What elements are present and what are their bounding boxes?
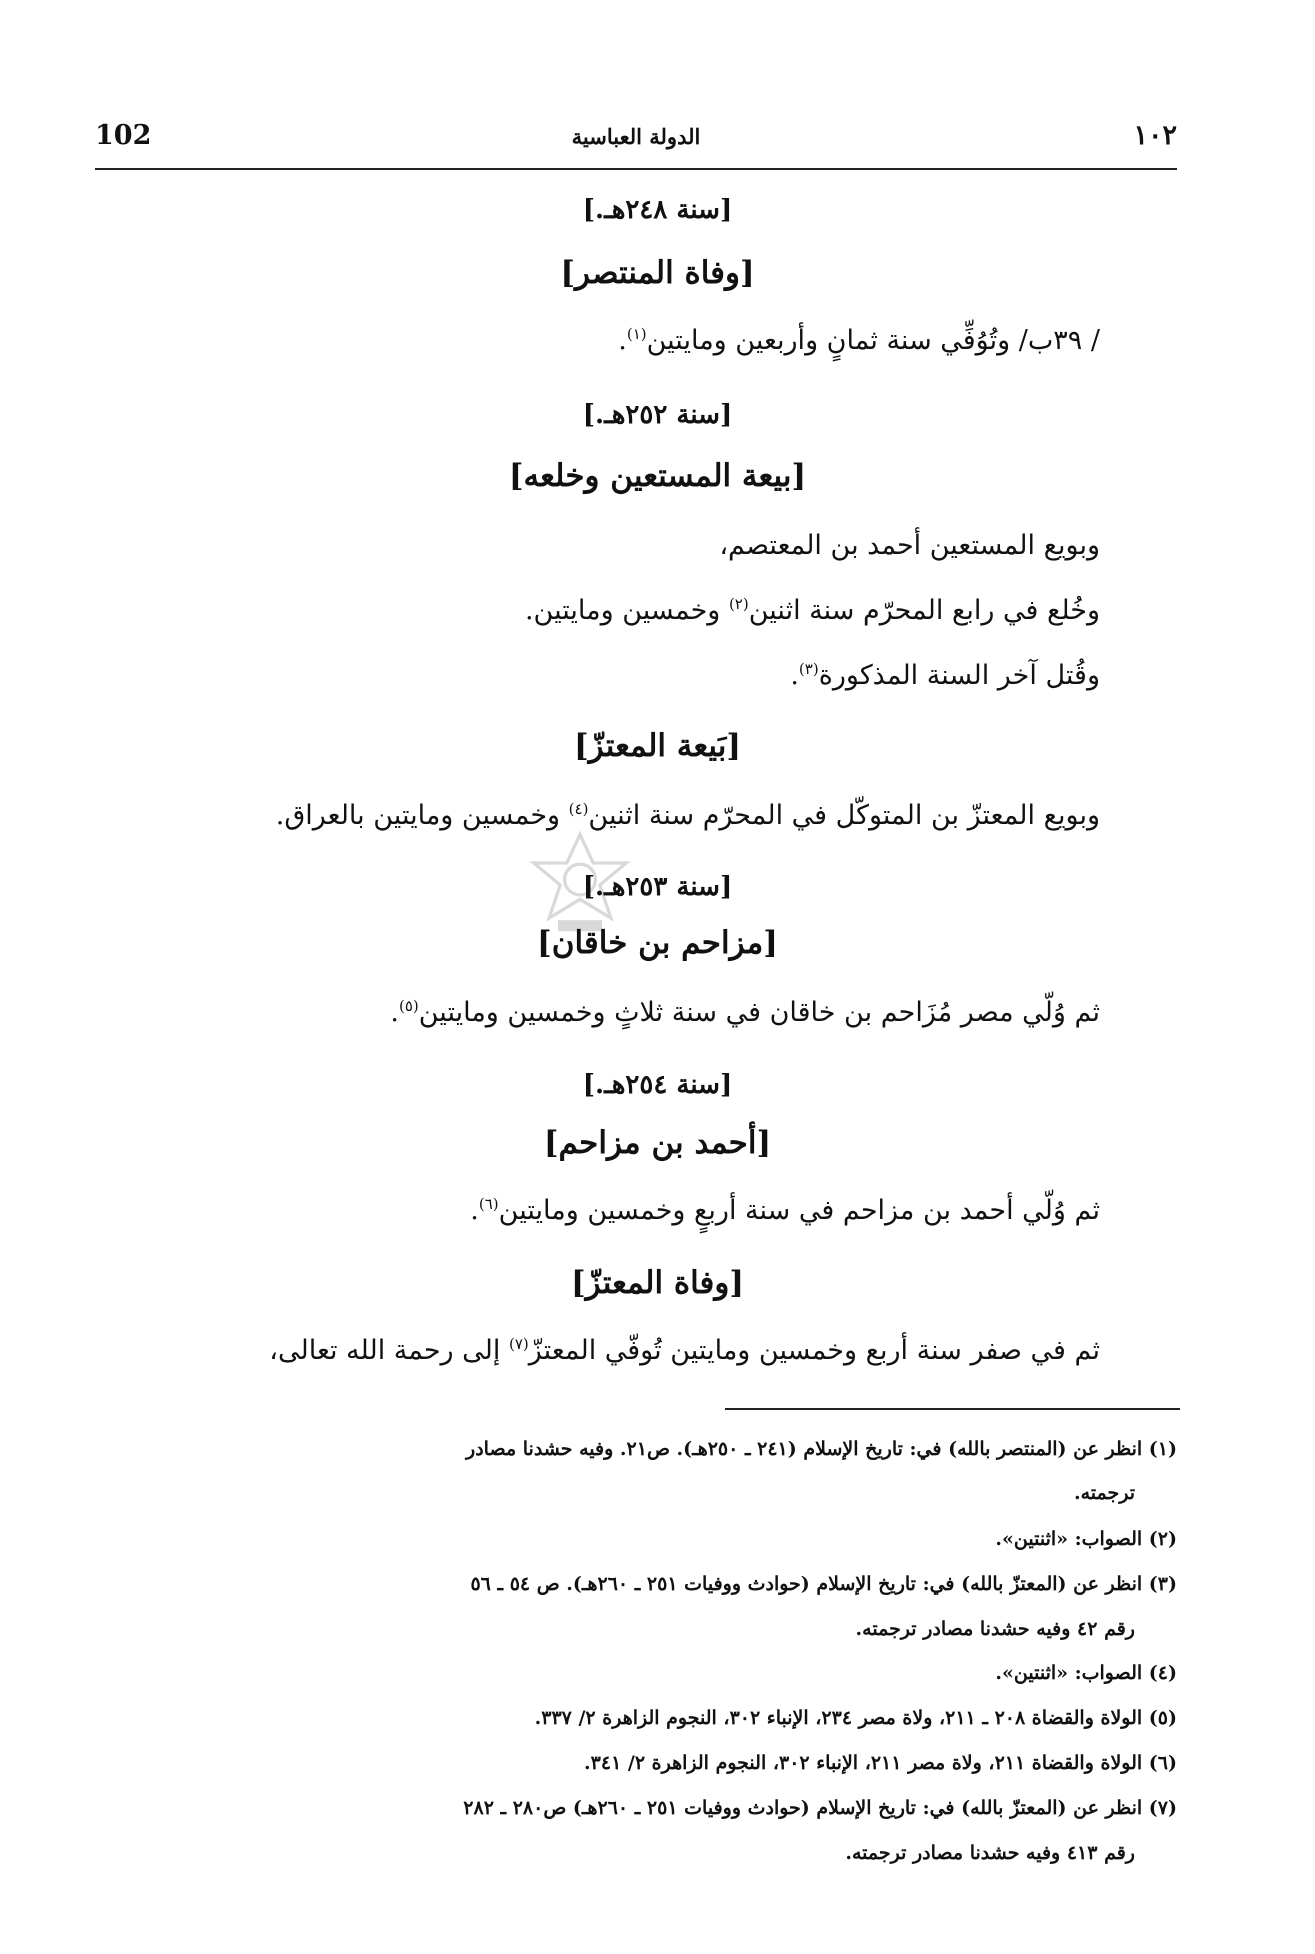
footnote-ref[interactable]: (٢)	[728, 595, 749, 613]
footnote: (٣) انظر عن (المعتزّ بالله) في: تاريخ الإسلام (حوادث ووفيات ٢٥١ ـ ٢٦٠هـ). ص ٥٤ ـ ٥٦	[470, 1573, 1177, 1595]
footnote-ref[interactable]: (٥)	[398, 997, 419, 1015]
footnote: (٢) الصواب: «اثنتين».	[995, 1528, 1177, 1550]
footnote-ref[interactable]: (٣)	[798, 660, 819, 678]
footnote-rule	[725, 1408, 1180, 1410]
page-header	[95, 120, 1177, 164]
footnote: (٧) انظر عن (المعتزّ بالله) في: تاريخ الإسلام (حوادث ووفيات ٢٥١ ـ ٢٦٠هـ) ص٢٨٠ ـ ٢٨٢	[463, 1797, 1177, 1819]
footnote-ref[interactable]: (٤)	[568, 800, 589, 818]
text-line: وبويع المستعين أحمد بن المعتصم،	[719, 530, 1100, 561]
text-line: ثم في صفر سنة أربع وخمسين ومايتين تُوفّي المعتزّ$^{(٧)}$ إلى رحمة الله تعالى،	[269, 1335, 1100, 1366]
page-number-latin: 102	[95, 120, 152, 151]
running-title: الدولة العباسية	[571, 124, 701, 149]
section-heading: [بيعة المستعين وخلعه]	[508, 458, 807, 494]
footnote-continuation: رقم ٤١٣ وفيه حشدنا مصادر ترجمته.	[845, 1842, 1135, 1864]
page-number-arabic: ١٠٢	[1133, 120, 1177, 151]
footnote-continuation: ترجمته.	[1073, 1482, 1135, 1504]
footnote: (٥) الولاة والقضاة ٢٠٨ ـ ٢١١، ولاة مصر ٢٣٤، الإنباء ٣٠٢، النجوم الزاهرة ٢/ ٣٣٧.	[534, 1707, 1177, 1729]
text-line: ثم وُلّي أحمد بن مزاحم في سنة أربعٍ وخمسين ومايتين$^{(٦)}$.	[470, 1195, 1100, 1226]
text-line: ثم وُلّي مصر مُزَاحم بن خاقان في سنة ثلاثٍ وخمسين ومايتين$^{(٥)}$.	[390, 997, 1100, 1028]
footnote-ref[interactable]: (٦)	[478, 1195, 499, 1213]
section-heading: [وفاة المعتزّ]	[571, 1265, 744, 1301]
section-heading: [أحمد بن مزاحم]	[543, 1125, 772, 1161]
footnote: (٦) الولاة والقضاة ٢١١، ولاة مصر ٢١١، الإنباء ٣٠٢، النجوم الزاهرة ٢/ ٣٤١.	[584, 1752, 1177, 1774]
footnote: (٤) الصواب: «اثنتين».	[995, 1662, 1177, 1684]
footnote: (١) انظر عن (المنتصر بالله) في: تاريخ الإسلام (٢٤١ ـ ٢٥٠هـ). ص٢١. وفيه حشدنا مصادر	[466, 1438, 1177, 1460]
text-line: وقُتل آخر السنة المذكورة$^{(٣)}$.	[790, 660, 1100, 691]
footnote-ref[interactable]: (١)	[626, 325, 647, 343]
year-heading: [سنة ٢٤٨هـ.]	[582, 195, 733, 225]
year-heading: [سنة ٢٥٢هـ.]	[582, 400, 733, 430]
section-heading: [بَيعة المعتزّ]	[573, 728, 742, 764]
footnote-continuation: رقم ٤٢ وفيه حشدنا مصادر ترجمته.	[855, 1618, 1135, 1640]
text-line: وبويع المعتزّ بن المتوكّل في المحرّم سنة اثنين$^{(٤)}$ وخمسين ومايتين بالعراق.	[275, 800, 1100, 831]
section-heading: [مزاحم بن خاقان]	[537, 925, 778, 961]
year-heading: [سنة ٢٥٣هـ.]	[582, 872, 733, 902]
text-line: / ٣٩ب/ وتُوُفِّي سنة ثمانٍ وأربعين ومايتين$^{(١)}$.	[618, 325, 1100, 356]
footnote-ref[interactable]: (٧)	[509, 1335, 529, 1353]
header-rule	[95, 168, 1177, 170]
year-heading: [سنة ٢٥٤هـ.]	[582, 1070, 733, 1100]
section-heading: [وفاة المنتصر]	[560, 255, 755, 291]
text-line: وخُلع في رابع المحرّم سنة اثنين$^{(٢)}$ وخمسين ومايتين.	[524, 595, 1100, 626]
